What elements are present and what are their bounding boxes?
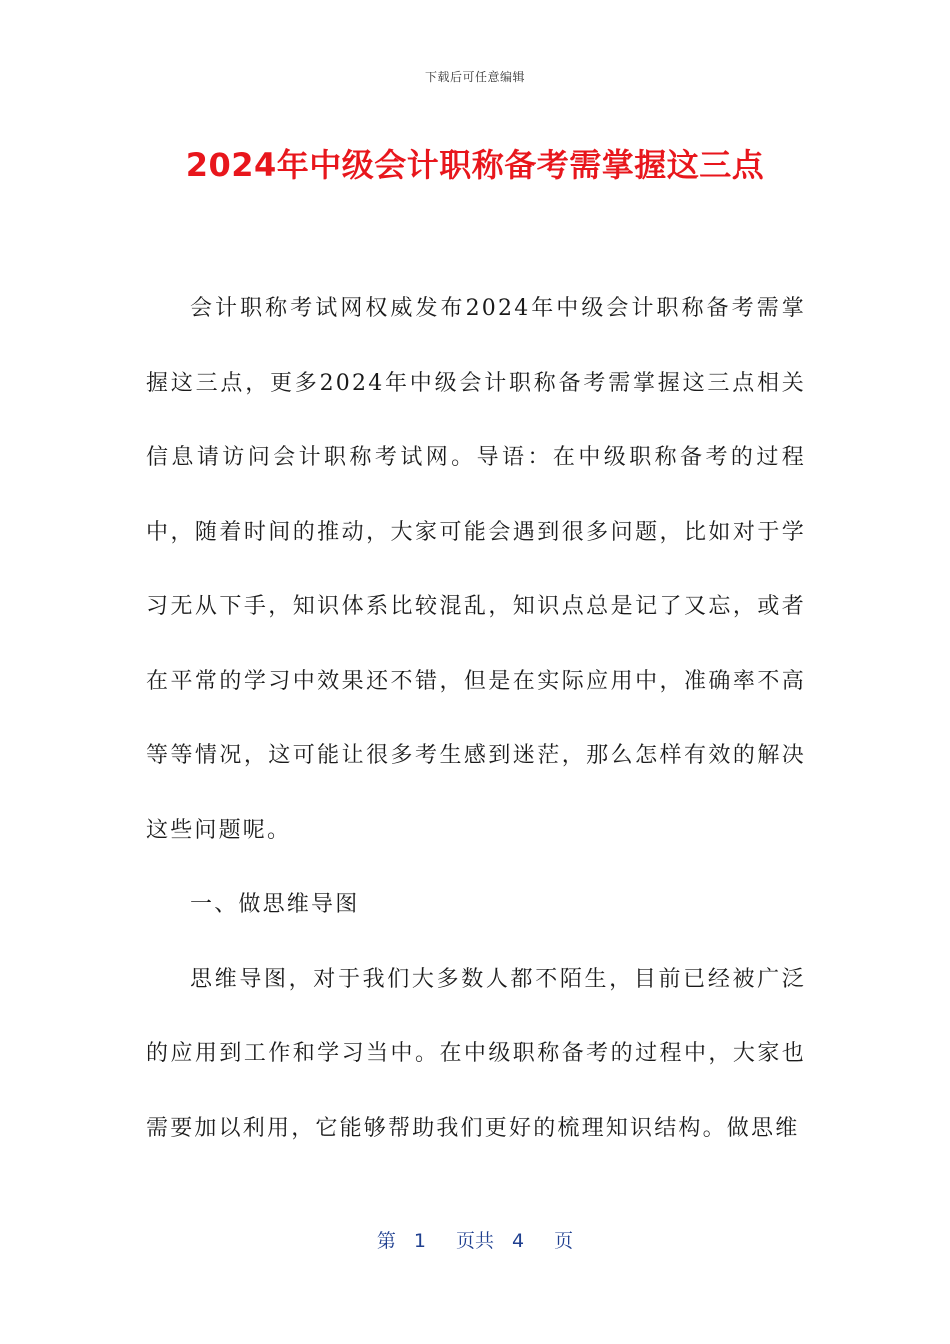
header-note: 下载后可任意编辑 [424,70,525,84]
footer-total-pages: 4 [512,1230,525,1252]
footer-total-prefix: 页共 [455,1230,494,1252]
footer-page-suffix: 页 [554,1230,574,1252]
paragraph-mindmap: 思维导图，对于我们大多数人都不陌生，目前已经被广泛的应用到工作和学习当中。在中级职称备考的过程中，大家也需要加以利用，它能够帮助我们更好的梳理知识结构。做思维 [146,966,806,1141]
footer-page-prefix: 第 [376,1230,396,1252]
paragraph-intro: 会计职称考试网权威发布2024年中级会计职称备考需掌握这三点，更多2024年中级会计职称备考需掌握这三点相关信息请访问会计职称考试网。导语：在中级职称备考的过程中，随着时间的推动，大家可能会遇到很多问题，比如对于学习无从下手，知识体系比较混乱，知识点总是记了又忘，或者在平常的学习中效果还不错，但是在实际应用中，准确率不高等等情况，这可能让很多考生感到迷茫，那么怎样有效的解决这些问题呢。 [146,296,806,843]
page-footer [0,1226,950,1253]
section-heading-1: 一、做思维导图 [190,892,360,917]
footer-page-number: 1 [413,1230,426,1252]
document-body [146,272,806,1166]
document-title: 2024年中级会计职称备考需掌握这三点 [185,146,765,184]
